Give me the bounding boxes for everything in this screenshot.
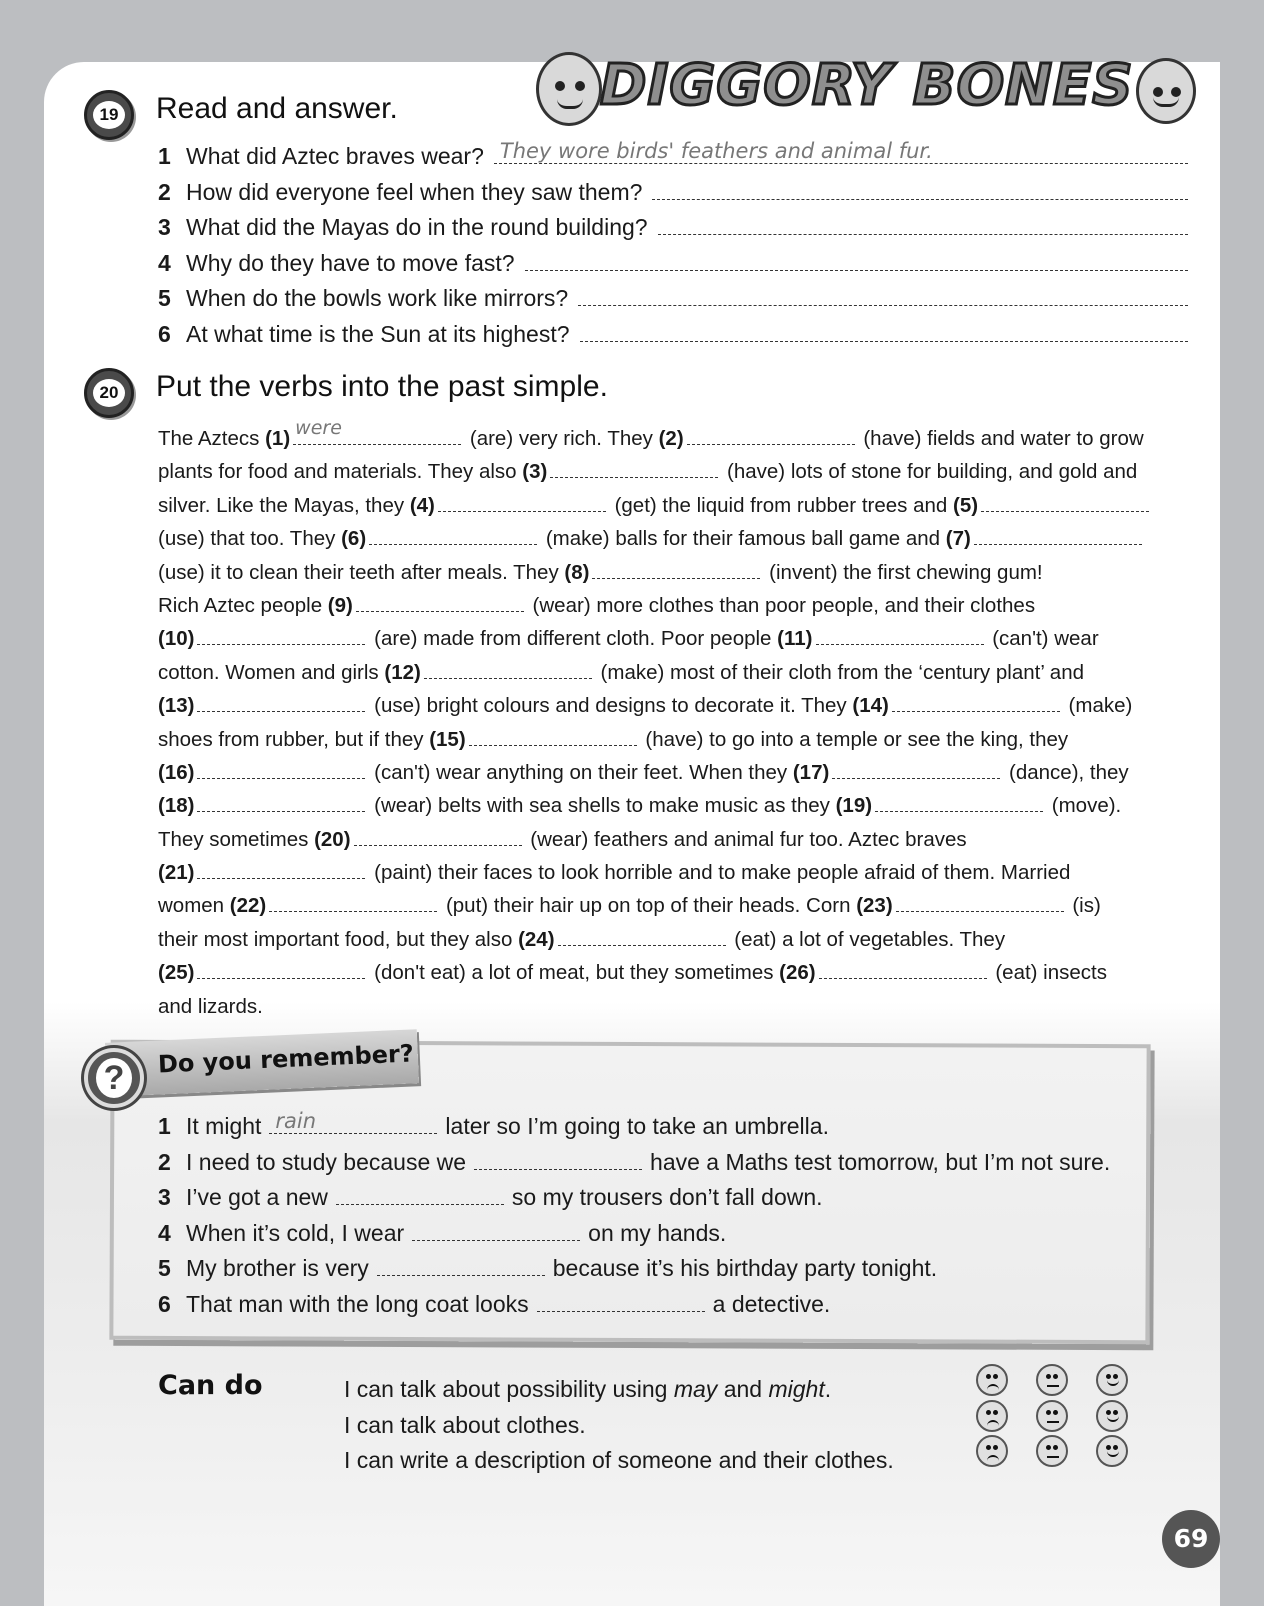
gap-number: (8) — [564, 560, 590, 584]
gap-number: (25) — [158, 961, 195, 985]
gap-number: (6) — [341, 527, 367, 551]
question-text: Why do they have to move fast? — [186, 249, 515, 276]
gap-number: (13) — [158, 694, 195, 718]
gap-number: (20) — [314, 827, 351, 851]
question-text: At what time is the Sun at its highest? — [186, 320, 570, 347]
gap-number: (15) — [429, 727, 466, 751]
exercise-20-text — [158, 416, 1198, 1023]
neutral-face-icon[interactable] — [1036, 1435, 1068, 1467]
remember-items — [158, 1109, 1138, 1325]
paragraph-text: (have) to go into a temple or see the king, they — [639, 727, 1069, 751]
remember-item — [158, 1109, 1138, 1148]
gap-number: (7) — [945, 527, 971, 551]
gap-blank[interactable] — [974, 527, 1142, 545]
paragraph-line — [158, 789, 1198, 822]
gap-number: (9) — [327, 593, 353, 617]
statement-text: may — [673, 1376, 718, 1402]
logo-text: DIGGORY BONES — [600, 53, 1134, 118]
paragraph-line — [158, 923, 1198, 956]
remember-item — [158, 1254, 1138, 1290]
item-text-before: I need to study because we — [186, 1148, 467, 1175]
paragraph-line — [158, 723, 1198, 756]
paragraph-text: and lizards. — [158, 994, 263, 1018]
paragraph-text: (is) — [1066, 894, 1101, 918]
paragraph-text: (paint) their faces to look horrible and to make people afraid of them. Married — [368, 861, 1071, 885]
paragraph-line — [158, 889, 1198, 922]
gap-blank[interactable] — [592, 561, 760, 579]
remember-title: Do you remember? — [157, 1039, 415, 1079]
item-text-before: When it’s cold, I wear — [186, 1219, 405, 1246]
item-text-after: have a Maths test tomorrow, but I’m not sure. — [650, 1148, 1111, 1175]
answer-line[interactable] — [525, 249, 1188, 271]
answer-line[interactable] — [578, 284, 1188, 306]
paragraph-text: The Aztecs — [158, 427, 266, 450]
statement-text: and — [717, 1376, 769, 1402]
paragraph-text: (make) balls for their famous ball game and — [540, 527, 946, 551]
paragraph-line — [158, 589, 1198, 622]
item-number: 6 — [158, 1290, 171, 1317]
gap-number: (5) — [953, 493, 979, 517]
paragraph-text: (eat) a lot of vegetables. They — [728, 927, 1006, 951]
handwritten-answer: They wore birds' feathers and animal fur. — [499, 139, 933, 163]
handwritten-answer: rain — [275, 1109, 317, 1133]
can-do-list — [344, 1376, 894, 1483]
item-text-after: later so I’m going to take an umbrella. — [445, 1113, 829, 1139]
paragraph-text: (wear) feathers and animal fur too. Aztec braves — [524, 827, 967, 851]
gap-blank[interactable] — [197, 794, 365, 812]
neutral-face-icon[interactable] — [1036, 1364, 1068, 1396]
paragraph-line — [158, 455, 1198, 488]
page-number: 69 — [1162, 1510, 1220, 1568]
handwritten-answer: were — [295, 416, 342, 439]
item-text-before: My brother is very — [186, 1255, 369, 1281]
can-do-label: Can do — [158, 1370, 263, 1401]
gap-number: (14) — [852, 694, 889, 718]
exercise-20-badge: 20 — [84, 368, 134, 418]
question-item — [158, 213, 1188, 249]
question-number: 5 — [158, 285, 171, 311]
question-number: 4 — [158, 249, 171, 276]
gap-blank[interactable] — [424, 661, 592, 679]
question-item — [158, 139, 1188, 178]
item-text-after: a detective. — [712, 1290, 831, 1317]
answer-line[interactable] — [412, 1219, 580, 1241]
paragraph-text: cotton. Women and girls — [158, 660, 385, 684]
neutral-face-icon[interactable] — [1036, 1400, 1068, 1432]
happy-face-icon[interactable] — [1096, 1400, 1128, 1432]
paragraph-text: (are) made from different cloth. Poor people — [368, 627, 778, 651]
gap-number: (19) — [835, 794, 873, 818]
paragraph-line — [158, 956, 1198, 989]
paragraph-text: (use) it to clean their teeth after meals. They — [158, 560, 565, 584]
sad-face-icon[interactable] — [976, 1364, 1008, 1396]
paragraph-line — [158, 689, 1198, 722]
sad-face-icon[interactable] — [976, 1400, 1008, 1432]
gap-blank[interactable] — [896, 894, 1064, 912]
paragraph-line — [158, 489, 1198, 522]
item-text-before: It might — [186, 1113, 262, 1139]
paragraph-line — [158, 522, 1198, 555]
paragraph-line — [158, 856, 1198, 889]
gap-blank[interactable] — [816, 627, 984, 645]
gap-blank[interactable] — [354, 828, 522, 846]
professor-face-icon — [536, 52, 602, 126]
gap-number: (12) — [384, 660, 421, 684]
paragraph-text: (use) bright colours and designs to decorate it. They — [368, 694, 853, 718]
answer-line[interactable] — [377, 1254, 545, 1276]
gap-blank[interactable] — [269, 894, 437, 912]
question-number: 6 — [158, 320, 171, 347]
gap-blank[interactable] — [197, 861, 365, 879]
can-do-statement — [344, 1447, 894, 1483]
gap-number: (21) — [158, 861, 195, 885]
question-text: How did everyone feel when they saw them? — [186, 178, 643, 205]
paragraph-text: their most important food, but they also — [158, 927, 519, 951]
gap-blank[interactable] — [197, 694, 365, 712]
self-assessment-row — [976, 1364, 1128, 1396]
question-text: What did the Mayas do in the round building? — [186, 214, 648, 240]
exercise-19-title: Read and answer. — [156, 92, 398, 125]
gap-number: (22) — [229, 894, 267, 918]
answer-line[interactable] — [336, 1183, 504, 1205]
self-assessment-row — [976, 1400, 1128, 1432]
remember-item — [158, 1290, 1138, 1326]
question-item — [158, 178, 1188, 214]
gap-number: (23) — [856, 894, 893, 918]
paragraph-text: (wear) belts with sea shells to make music as they — [368, 794, 836, 818]
can-do-statement — [344, 1412, 894, 1448]
paragraph-line — [158, 656, 1198, 689]
item-text-after: on my hands. — [588, 1219, 727, 1246]
gap-blank[interactable] — [356, 594, 524, 612]
can-do-statement — [344, 1376, 894, 1412]
gap-number: (2) — [658, 427, 684, 450]
self-assessment-row — [976, 1435, 1128, 1467]
answer-line[interactable] — [494, 139, 1188, 164]
statement-text: I can talk about clothes. — [344, 1411, 586, 1438]
question-text: What did Aztec braves wear? — [186, 143, 484, 169]
paragraph-text: (use) that too. They — [158, 527, 342, 551]
paragraph-text: (have) lots of stone for building, and gold and — [721, 460, 1138, 484]
gap-number: (4) — [409, 493, 435, 517]
paragraph-text: (eat) insects — [989, 961, 1107, 985]
item-number: 4 — [158, 1219, 171, 1246]
question-text: When do the bowls work like mirrors? — [186, 285, 569, 311]
gap-number: (26) — [779, 961, 816, 985]
sad-face-icon[interactable] — [976, 1435, 1008, 1467]
happy-face-icon[interactable] — [1096, 1435, 1128, 1467]
gap-blank[interactable] — [438, 494, 606, 512]
paragraph-text: (wear) more clothes than poor people, and their clothes — [526, 593, 1036, 617]
item-text-after: so my trousers don’t fall down. — [511, 1184, 823, 1210]
question-number: 3 — [158, 214, 171, 240]
item-number: 5 — [158, 1255, 171, 1281]
gap-blank[interactable] — [819, 961, 987, 979]
gap-blank[interactable] — [832, 761, 1000, 779]
gap-number: (1) — [265, 427, 291, 450]
gap-blank[interactable] — [875, 794, 1043, 812]
paragraph-line — [158, 823, 1198, 856]
paragraph-text: silver. Like the Mayas, they — [158, 493, 410, 517]
gap-blank[interactable] — [892, 694, 1060, 712]
question-number: 2 — [158, 178, 171, 205]
answer-line[interactable] — [269, 1109, 437, 1134]
question-item — [158, 320, 1188, 356]
question-item — [158, 249, 1188, 285]
gap-number: (10) — [158, 627, 195, 651]
paragraph-text: women — [158, 894, 230, 918]
exercise-19-badge: 19 — [84, 90, 134, 140]
statement-text: . — [824, 1376, 832, 1402]
statement-text: I can talk about possibility using — [344, 1376, 674, 1402]
paragraph-text: (can't) wear — [986, 627, 1099, 651]
item-text-before: I’ve got a new — [186, 1184, 328, 1210]
question-number: 1 — [158, 143, 171, 169]
paragraph-text: (make) — [1062, 694, 1133, 718]
paragraph-text: (get) the liquid from rubber trees and — [608, 493, 953, 517]
paragraph-text: They sometimes — [158, 827, 315, 851]
gap-number: (11) — [777, 627, 813, 651]
answer-line[interactable] — [652, 178, 1188, 200]
answer-line[interactable] — [474, 1148, 642, 1170]
gap-number: (17) — [792, 760, 830, 784]
remember-item — [158, 1148, 1138, 1184]
paragraph-text: shoes from rubber, but if they — [158, 727, 430, 751]
exercise-20-title: Put the verbs into the past simple. — [156, 370, 608, 403]
happy-face-icon[interactable] — [1096, 1364, 1128, 1396]
paragraph-text: (move). — [1046, 794, 1122, 818]
paragraph-line — [158, 990, 1198, 1023]
item-text-before: That man with the long coat looks — [186, 1290, 529, 1317]
gap-blank[interactable] — [558, 928, 726, 946]
question-item — [158, 284, 1188, 320]
paragraph-text: (put) their hair up on top of their heads. Corn — [440, 894, 857, 918]
gap-blank[interactable] — [687, 427, 855, 445]
item-number: 3 — [158, 1184, 171, 1210]
paragraph-text: (invent) the first chewing gum! — [763, 560, 1043, 584]
gap-blank[interactable] — [550, 460, 718, 478]
question-mark-icon: ? — [84, 1048, 144, 1108]
gap-blank[interactable] — [197, 961, 365, 979]
paragraph-text: plants for food and materials. They also — [158, 460, 523, 484]
paragraph-text: Rich Aztec people — [158, 593, 328, 617]
paragraph-text: (have) fields and water to grow — [857, 427, 1144, 450]
gap-number: (3) — [522, 460, 548, 484]
answer-line[interactable] — [537, 1290, 705, 1312]
gap-blank[interactable] — [981, 494, 1149, 512]
remember-item — [158, 1183, 1138, 1219]
paragraph-line — [158, 556, 1198, 589]
item-number: 2 — [158, 1148, 171, 1175]
paragraph-line — [158, 622, 1198, 655]
boy-face-icon — [1136, 58, 1196, 124]
gap-number: (18) — [158, 794, 195, 818]
paragraph-line — [158, 756, 1198, 789]
answer-line[interactable] — [580, 320, 1188, 342]
item-number: 1 — [158, 1113, 171, 1139]
gap-blank[interactable] — [369, 527, 537, 545]
gap-number: (24) — [518, 927, 555, 951]
diggory-bones-logo — [536, 46, 1196, 130]
remember-item — [158, 1219, 1138, 1255]
paragraph-text: (can't) wear anything on their feet. When they — [368, 760, 793, 784]
statement-text: I can write a description of someone and their clothes. — [344, 1447, 894, 1473]
gap-number: (16) — [158, 760, 195, 784]
gap-blank[interactable] — [197, 761, 365, 779]
paragraph-text: (dance), they — [1003, 760, 1129, 784]
item-text-after: because it’s his birthday party tonight. — [552, 1255, 938, 1281]
paragraph-line — [158, 416, 1198, 455]
gap-blank[interactable] — [469, 728, 637, 746]
paragraph-text: (don't eat) a lot of meat, but they sometimes — [368, 961, 780, 985]
paragraph-text: (make) most of their cloth from the ‘century plant’ and — [594, 660, 1085, 684]
gap-blank[interactable] — [197, 627, 365, 645]
gap-blank[interactable] — [293, 416, 461, 445]
statement-text: might — [768, 1376, 825, 1402]
paragraph-text: (are) very rich. They — [464, 427, 659, 450]
exercise-19-questions — [158, 139, 1188, 355]
answer-line[interactable] — [658, 213, 1188, 235]
